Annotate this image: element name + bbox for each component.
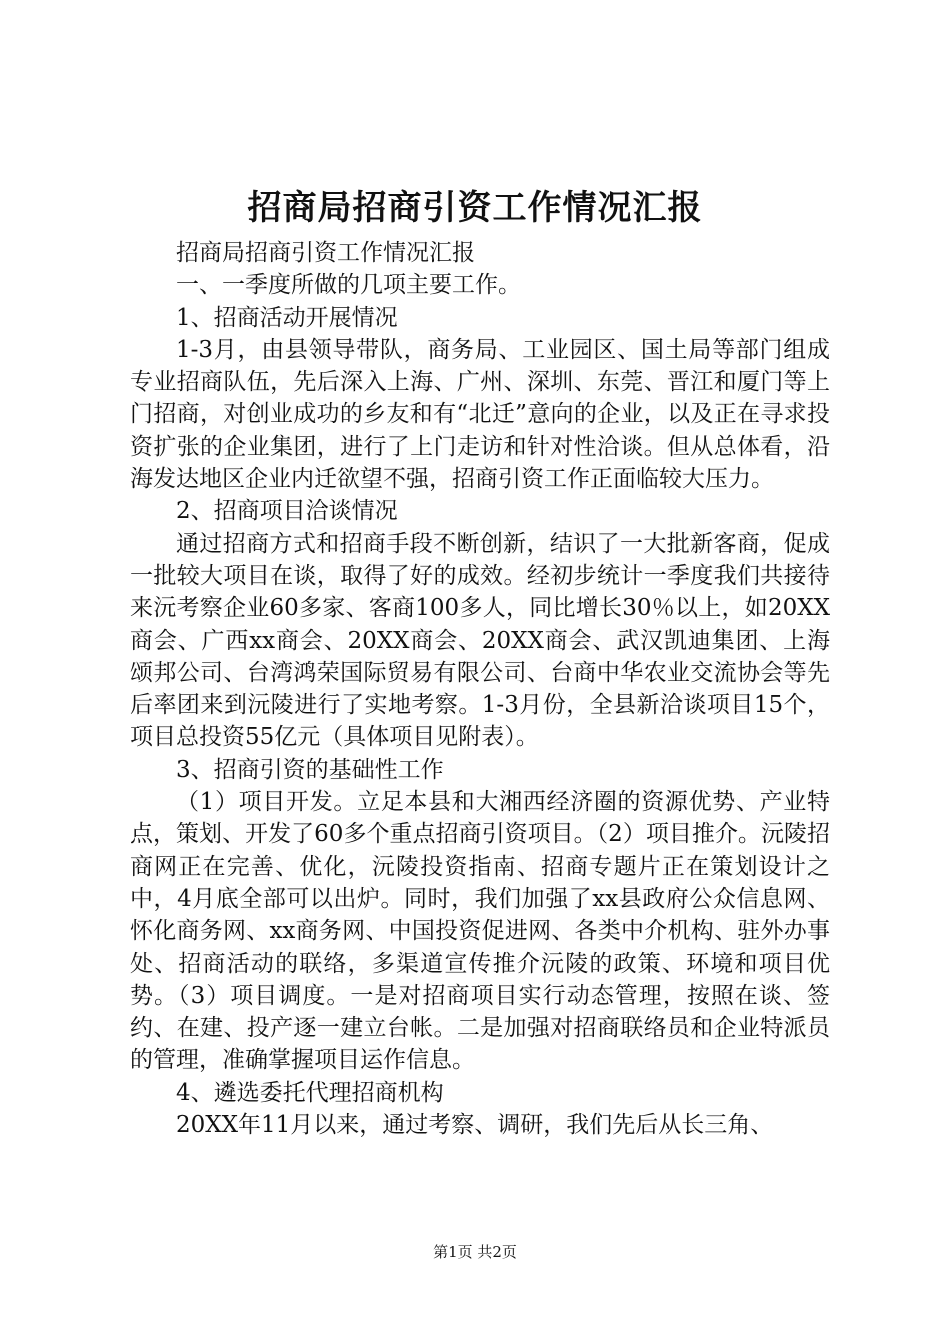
paragraph-foundation-work: （1）项目开发。立足本县和大湘西经济圈的资源优势、产业特点，策划、开发了60多个重点招商引资项目。（2）项目推介。沅陵招商网正在完善、优化，沅陵投资指南、招商专题片正在策划设计之中，4月底全部可以出炉。同时，我们加强了xx县政府公众信息网、怀化商务网、xx商务网、中国投资促进网、各类中介机构、驻外办事处、招商活动的联络，多渠道宣传推介沅陵的政策、环境和项目优势。（3）项目调度。一是对招商项目实行动态管理，按照在谈、签约、在建、投产逐一建立台帐。二是加强对招商联络员和企业特派员的管理，准确掌握项目运作信息。	[130, 789, 830, 1074]
paragraph-agency: 20XX年11月以来，通过考察、调研，我们先后从长三角、	[176, 1112, 774, 1139]
subheading-foundation-work: 3、招商引资的基础性工作	[176, 756, 444, 783]
page-number-footer: 第1页 共2页	[433, 1243, 517, 1261]
subheading-activities: 1、招商活动开展情况	[176, 304, 398, 331]
subheading-negotiations: 2、招商项目洽谈情况	[176, 498, 398, 525]
document-body	[130, 237, 830, 1141]
paragraph-negotiations: 通过招商方式和招商手段不断创新，结识了一大批新客商，促成一批较大项目在谈，取得了好的成效。经初步统计一季度我们共接待来沅考察企业60多家、客商100多人，同比增长30％以上，如20XX商会、广西xx商会、20XX商会、20XX商会、武汉凯迪集团、上海颂邦公司、台湾鸿荣国际贸易有限公司、台商中华农业交流协会等先后率团来到沅陵进行了实地考察。1-3月份，全县新洽谈项目15个，项目总投资55亿元（具体项目见附表）。	[130, 530, 830, 751]
section-heading-1: 一、一季度所做的几项主要工作。	[176, 272, 521, 299]
document-title: 招商局招商引资工作情况汇报	[247, 188, 703, 228]
subheading-agency: 4、遴选委托代理招商机构	[176, 1079, 444, 1106]
paragraph-repeat-title: 招商局招商引资工作情况汇报	[176, 240, 475, 266]
paragraph-activities: 1-3月，由县领导带队，商务局、工业园区、国土局等部门组成专业招商队伍，先后深入上海、广州、深圳、东莞、晋江和厦门等上门招商，对创业成功的乡友和有“北迁”意向的企业，以及正在寻求投资扩张的企业集团，进行了上门走访和针对性洽谈。但从总体看，沿海发达地区企业内迁欲望不强，招商引资工作正面临较大压力。	[130, 336, 830, 493]
